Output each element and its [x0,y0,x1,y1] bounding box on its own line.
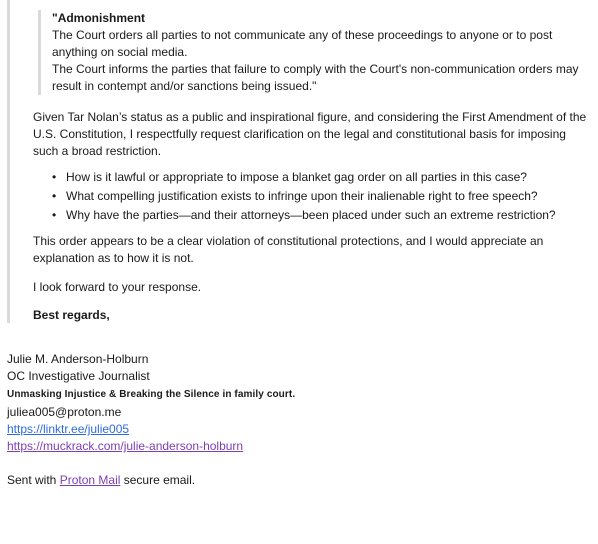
body-paragraph-1: Given Tar Nolan’s status as a public and inspirational figure, and considering the First Amendment of the U.S. Constitution, I respectfully request clarification on the legal and constitutional basis for imposing such a broad restriction. [33,110,587,158]
admonishment-text-2: The Court informs the parties that failure to comply with the Court's non-communication orders may result in contempt and/or sanctions being issued." [52,62,579,93]
list-item [33,188,593,205]
muckrack-link[interactable]: https://muckrack.com/julie-anderson-holburn [7,439,244,453]
bullet-icon: • [52,170,57,184]
signature-block [7,351,587,455]
closing: Best regards, [33,308,110,322]
body-paragraph-3: I look forward to your response. [33,280,202,294]
list-item [33,169,593,186]
question-list [33,169,593,226]
proton-mail-link[interactable]: Proton Mail [59,473,121,487]
signature-email: juliea005@proton.me [7,405,122,419]
signature-tagline: Unmasking Injustice & Breaking the Silence in family court. [7,389,296,400]
sent-with-footer [7,472,587,489]
list-item-text: Why have the parties—and their attorneys—been placed under such an extreme restriction? [66,208,556,222]
admonishment-text-1: The Court orders all parties to not communicate any of these proceedings to anyone or to post anything on social media. [52,28,553,59]
list-item-text: What compelling justification exists to infringe upon their inalienable right to free speech? [66,189,538,203]
linktree-link[interactable]: https://linktr.ee/julie005 [7,422,130,436]
list-item [33,207,593,224]
signature-name: Julie M. Anderson-Holburn [7,352,149,366]
bullet-icon: • [52,189,57,203]
bullet-icon: • [52,208,57,222]
body-paragraph-2: This order appears to be a clear violation of constitutional protections, and I would appreciate an explanation as to how it is not. [33,234,544,265]
sent-suffix: secure email. [120,473,196,487]
quoted-message [7,0,592,323]
list-item-text: How is it lawful or appropriate to impose a blanket gag order on all parties in this case? [66,170,527,184]
nested-quote [38,10,588,95]
sent-prefix: Sent with [7,473,60,487]
admonishment-title: "Admonishment [52,11,146,25]
signature-title: OC Investigative Journalist [7,369,150,383]
